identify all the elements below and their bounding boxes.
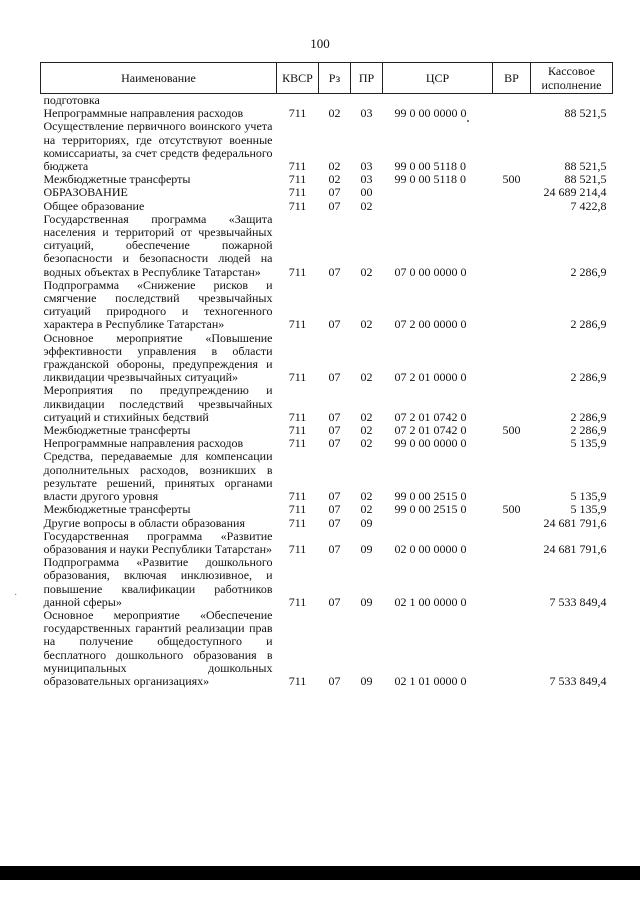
cell-name: Основное мероприятие «Повышение эффективности управления в области гражданской обороны, предупреждения и ликвидации чрезвычайных ситуаций» xyxy=(43,330,273,385)
cell-vr xyxy=(493,556,531,609)
cell-rz: 02 xyxy=(328,106,341,121)
cell-vr xyxy=(493,186,531,199)
table-row xyxy=(41,503,613,516)
cell-sum: 88 521,5 xyxy=(564,106,607,121)
cell-kvsr: 711 xyxy=(288,423,307,438)
cell-csr: 99 0 00 2515 0 xyxy=(394,489,467,504)
cell-name: Межбюджетные трансферты xyxy=(43,502,191,517)
table-row xyxy=(41,450,613,503)
cell-pr: 02 xyxy=(360,317,373,332)
margin-mark: · xyxy=(14,590,18,601)
cell-vr xyxy=(493,450,531,503)
cell-kvsr: 711 xyxy=(288,515,307,530)
cell-vr xyxy=(493,384,531,424)
page-number: 100 xyxy=(310,36,330,51)
cell-name: подготовка xyxy=(43,93,100,107)
cell-csr: 99 0 00 5118 0 xyxy=(394,159,467,174)
cell-sum: 2 286,9 xyxy=(570,370,607,385)
cell-csr: 02 1 01 0000 0 xyxy=(394,673,467,688)
cell-csr: 07 2 01 0000 0 xyxy=(394,370,467,385)
cell-kvsr: 711 xyxy=(288,172,307,187)
cell-sum: 7 422,8 xyxy=(570,198,607,213)
cell-name: Общее образование xyxy=(43,198,145,213)
table-row xyxy=(41,517,613,530)
cell-name: Государственная программа «Развитие образования и науки Республики Татарстан» xyxy=(43,528,273,556)
cell-pr: 09 xyxy=(360,594,373,609)
cell-rz xyxy=(319,94,351,108)
cell-name: Мероприятия по предупреждению и ликвидации последствий чрезвычайных ситуаций и стихийных бедствий xyxy=(43,383,273,424)
cell-pr: 00 xyxy=(360,185,373,200)
header-name: Наименование xyxy=(41,63,277,94)
cell-kvsr: 711 xyxy=(288,264,307,279)
cell-csr xyxy=(383,94,493,108)
cell-name: Непрограммные направления расходов xyxy=(43,436,244,451)
table-row xyxy=(41,332,613,385)
cell-rz: 07 xyxy=(328,370,341,385)
table-row xyxy=(41,213,613,279)
cell-rz: 07 xyxy=(328,409,341,424)
cell-vr xyxy=(493,530,531,556)
cell-vr xyxy=(493,332,531,385)
cell-sum: 7 533 849,4 xyxy=(549,594,607,609)
cell-csr: 07 0 00 0000 0 xyxy=(394,264,467,279)
cell-name: Межбюджетные трансферты xyxy=(43,423,191,438)
cell-kvsr: 711 xyxy=(288,502,307,517)
cell-pr: 02 xyxy=(360,264,373,279)
table-row xyxy=(41,556,613,609)
table-row xyxy=(41,186,613,199)
cell-csr xyxy=(383,186,493,199)
cell-kvsr: 711 xyxy=(288,673,307,688)
cell-vr xyxy=(493,609,531,688)
cell-pr: 09 xyxy=(360,673,373,688)
cell-csr: 99 0 00 0000 0 xyxy=(394,106,467,121)
cell-rz: 07 xyxy=(328,264,341,279)
cell-kvsr: 711 xyxy=(288,594,307,609)
table-row xyxy=(41,530,613,556)
cell-kvsr xyxy=(277,94,319,108)
cell-pr: 03 xyxy=(360,106,373,121)
cell-pr: 02 xyxy=(360,370,373,385)
cell-sum: 2 286,9 xyxy=(570,317,607,332)
cell-rz: 07 xyxy=(328,673,341,688)
cell-kvsr: 711 xyxy=(288,198,307,213)
cell-sum: 7 533 849,4 xyxy=(549,673,607,688)
header-sum-line1: Кассовое xyxy=(548,64,595,78)
header-vr: ВР xyxy=(493,63,531,94)
cell-vr: 500 xyxy=(502,172,521,187)
cell-name: Основное мероприятие «Обеспечение государственных гарантий реализации прав на получение общедоступного и бесплатного дошкольного образования в муниципальных дошкольных образовательных организациях» xyxy=(43,607,273,688)
cell-vr: 500 xyxy=(502,502,521,517)
cell-name: Непрограммные направления расходов xyxy=(43,106,244,121)
cell-rz: 07 xyxy=(328,541,341,556)
cell-rz: 07 xyxy=(328,594,341,609)
cell-sum: 24 689 214,4 xyxy=(543,185,607,200)
header-sum-line2: исполнение xyxy=(541,78,602,92)
table-row xyxy=(41,384,613,424)
cell-kvsr: 711 xyxy=(288,106,307,121)
cell-pr: 02 xyxy=(360,489,373,504)
cell-pr: 02 xyxy=(360,436,373,451)
cell-csr xyxy=(383,517,493,530)
cell-rz: 07 xyxy=(328,185,341,200)
cell-rz: 07 xyxy=(328,502,341,517)
cell-vr xyxy=(493,94,531,108)
cell-rz: 07 xyxy=(328,489,341,504)
cell-sum: 24 681 791,6 xyxy=(543,515,607,530)
header-pr: ПР xyxy=(351,63,383,94)
cell-pr: 03 xyxy=(360,172,373,187)
table-header-row xyxy=(41,63,613,94)
cell-csr: 07 2 01 0742 0 xyxy=(394,409,467,424)
cell-csr: 99 0 00 0000 0 xyxy=(394,436,467,451)
cell-pr: 02 xyxy=(360,502,373,517)
cell-sum: 2 286,9 xyxy=(570,409,607,424)
header-sum xyxy=(531,63,613,94)
cell-pr xyxy=(351,94,383,108)
cell-name: Осуществление первичного воинского учета на территориях, где отсутствуют военные комиссариаты, за счет средств федерального бюджета xyxy=(43,119,273,174)
header-csr: ЦСР xyxy=(383,63,493,94)
cell-sum: 2 286,9 xyxy=(570,423,607,438)
cell-sum: 88 521,5 xyxy=(564,159,607,174)
table-header xyxy=(41,63,613,94)
cell-csr: 02 0 00 0000 0 xyxy=(394,541,467,556)
cell-kvsr: 711 xyxy=(288,541,307,556)
cell-pr: 03 xyxy=(360,159,373,174)
cell-vr xyxy=(493,213,531,279)
cell-sum xyxy=(531,94,613,108)
cell-csr: 02 1 00 0000 0 xyxy=(394,594,467,609)
cell-sum: 88 521,5 xyxy=(564,172,607,187)
cell-rz: 07 xyxy=(328,317,341,332)
cell-name: Другие вопросы в области образования xyxy=(43,515,245,530)
cell-pr: 09 xyxy=(360,515,373,530)
cell-sum: 24 681 791,6 xyxy=(543,541,607,556)
cell-vr xyxy=(493,437,531,450)
cell-csr: 99 0 00 2515 0 xyxy=(394,502,467,517)
cell-rz: 02 xyxy=(328,159,341,174)
table-body xyxy=(41,94,613,689)
cell-csr: 07 2 00 0000 0 xyxy=(394,317,467,332)
cell-name: Подпрограмма «Развитие дошкольного образования, включая инклюзивное, и повышение квалификации работников данной сферы» xyxy=(43,555,273,609)
table-row xyxy=(41,200,613,213)
cell-kvsr: 711 xyxy=(288,409,307,424)
cell-vr xyxy=(493,120,531,173)
cell-name: Межбюджетные трансферты xyxy=(43,172,191,187)
cell-pr: 09 xyxy=(360,541,373,556)
cell-pr: 02 xyxy=(360,198,373,213)
cell-name: Государственная программа «Защита населения и территорий от чрезвычайных ситуаций, обеспечение пожарной безопасности и безопасности людей на водных объектах в Республике Татарстан» xyxy=(43,211,273,279)
cell-rz: 07 xyxy=(328,198,341,213)
cell-name: Средства, передаваемые для компенсации дополнительных расходов, возникших в результате решений, принятых органами власти другого уровня xyxy=(43,449,273,504)
cell-kvsr: 711 xyxy=(288,159,307,174)
cell-vr: 500 xyxy=(502,423,521,438)
table-row xyxy=(41,120,613,173)
cell-kvsr: 711 xyxy=(288,317,307,332)
cell-pr: 02 xyxy=(360,409,373,424)
header-kvsr: КВСР xyxy=(277,63,319,94)
cell-sum: 2 286,9 xyxy=(570,264,607,279)
cell-kvsr: 711 xyxy=(288,370,307,385)
cell-kvsr: 711 xyxy=(288,489,307,504)
cell-sum: 5 135,9 xyxy=(570,489,607,504)
scan-dot xyxy=(467,120,469,122)
cell-rz: 02 xyxy=(328,172,341,187)
cell-vr xyxy=(493,107,531,120)
cell-csr: 07 2 01 0742 0 xyxy=(394,423,467,438)
cell-pr: 02 xyxy=(360,423,373,438)
table-row xyxy=(41,279,613,332)
cell-sum: 5 135,9 xyxy=(570,502,607,517)
cell-rz: 07 xyxy=(328,423,341,438)
cell-csr xyxy=(383,200,493,213)
cell-vr xyxy=(493,517,531,530)
table-row xyxy=(41,609,613,688)
cell-vr xyxy=(493,200,531,213)
cell-kvsr: 711 xyxy=(288,436,307,451)
table-row xyxy=(41,94,613,108)
header-rz: Рз xyxy=(319,63,351,94)
budget-execution-table xyxy=(40,62,613,688)
cell-vr xyxy=(493,279,531,332)
cell-rz: 07 xyxy=(328,515,341,530)
cell-sum: 5 135,9 xyxy=(570,436,607,451)
cell-csr: 99 0 00 5118 0 xyxy=(394,172,467,187)
scan-bottom-edge xyxy=(0,866,640,880)
cell-name: Подпрограмма «Снижение рисков и смягчение последствий чрезвычайных ситуаций природного и техногенного характера в Республике Татарстан» xyxy=(43,277,273,332)
cell-kvsr: 711 xyxy=(288,185,307,200)
cell-name: ОБРАЗОВАНИЕ xyxy=(43,185,128,200)
cell-rz: 07 xyxy=(328,436,341,451)
